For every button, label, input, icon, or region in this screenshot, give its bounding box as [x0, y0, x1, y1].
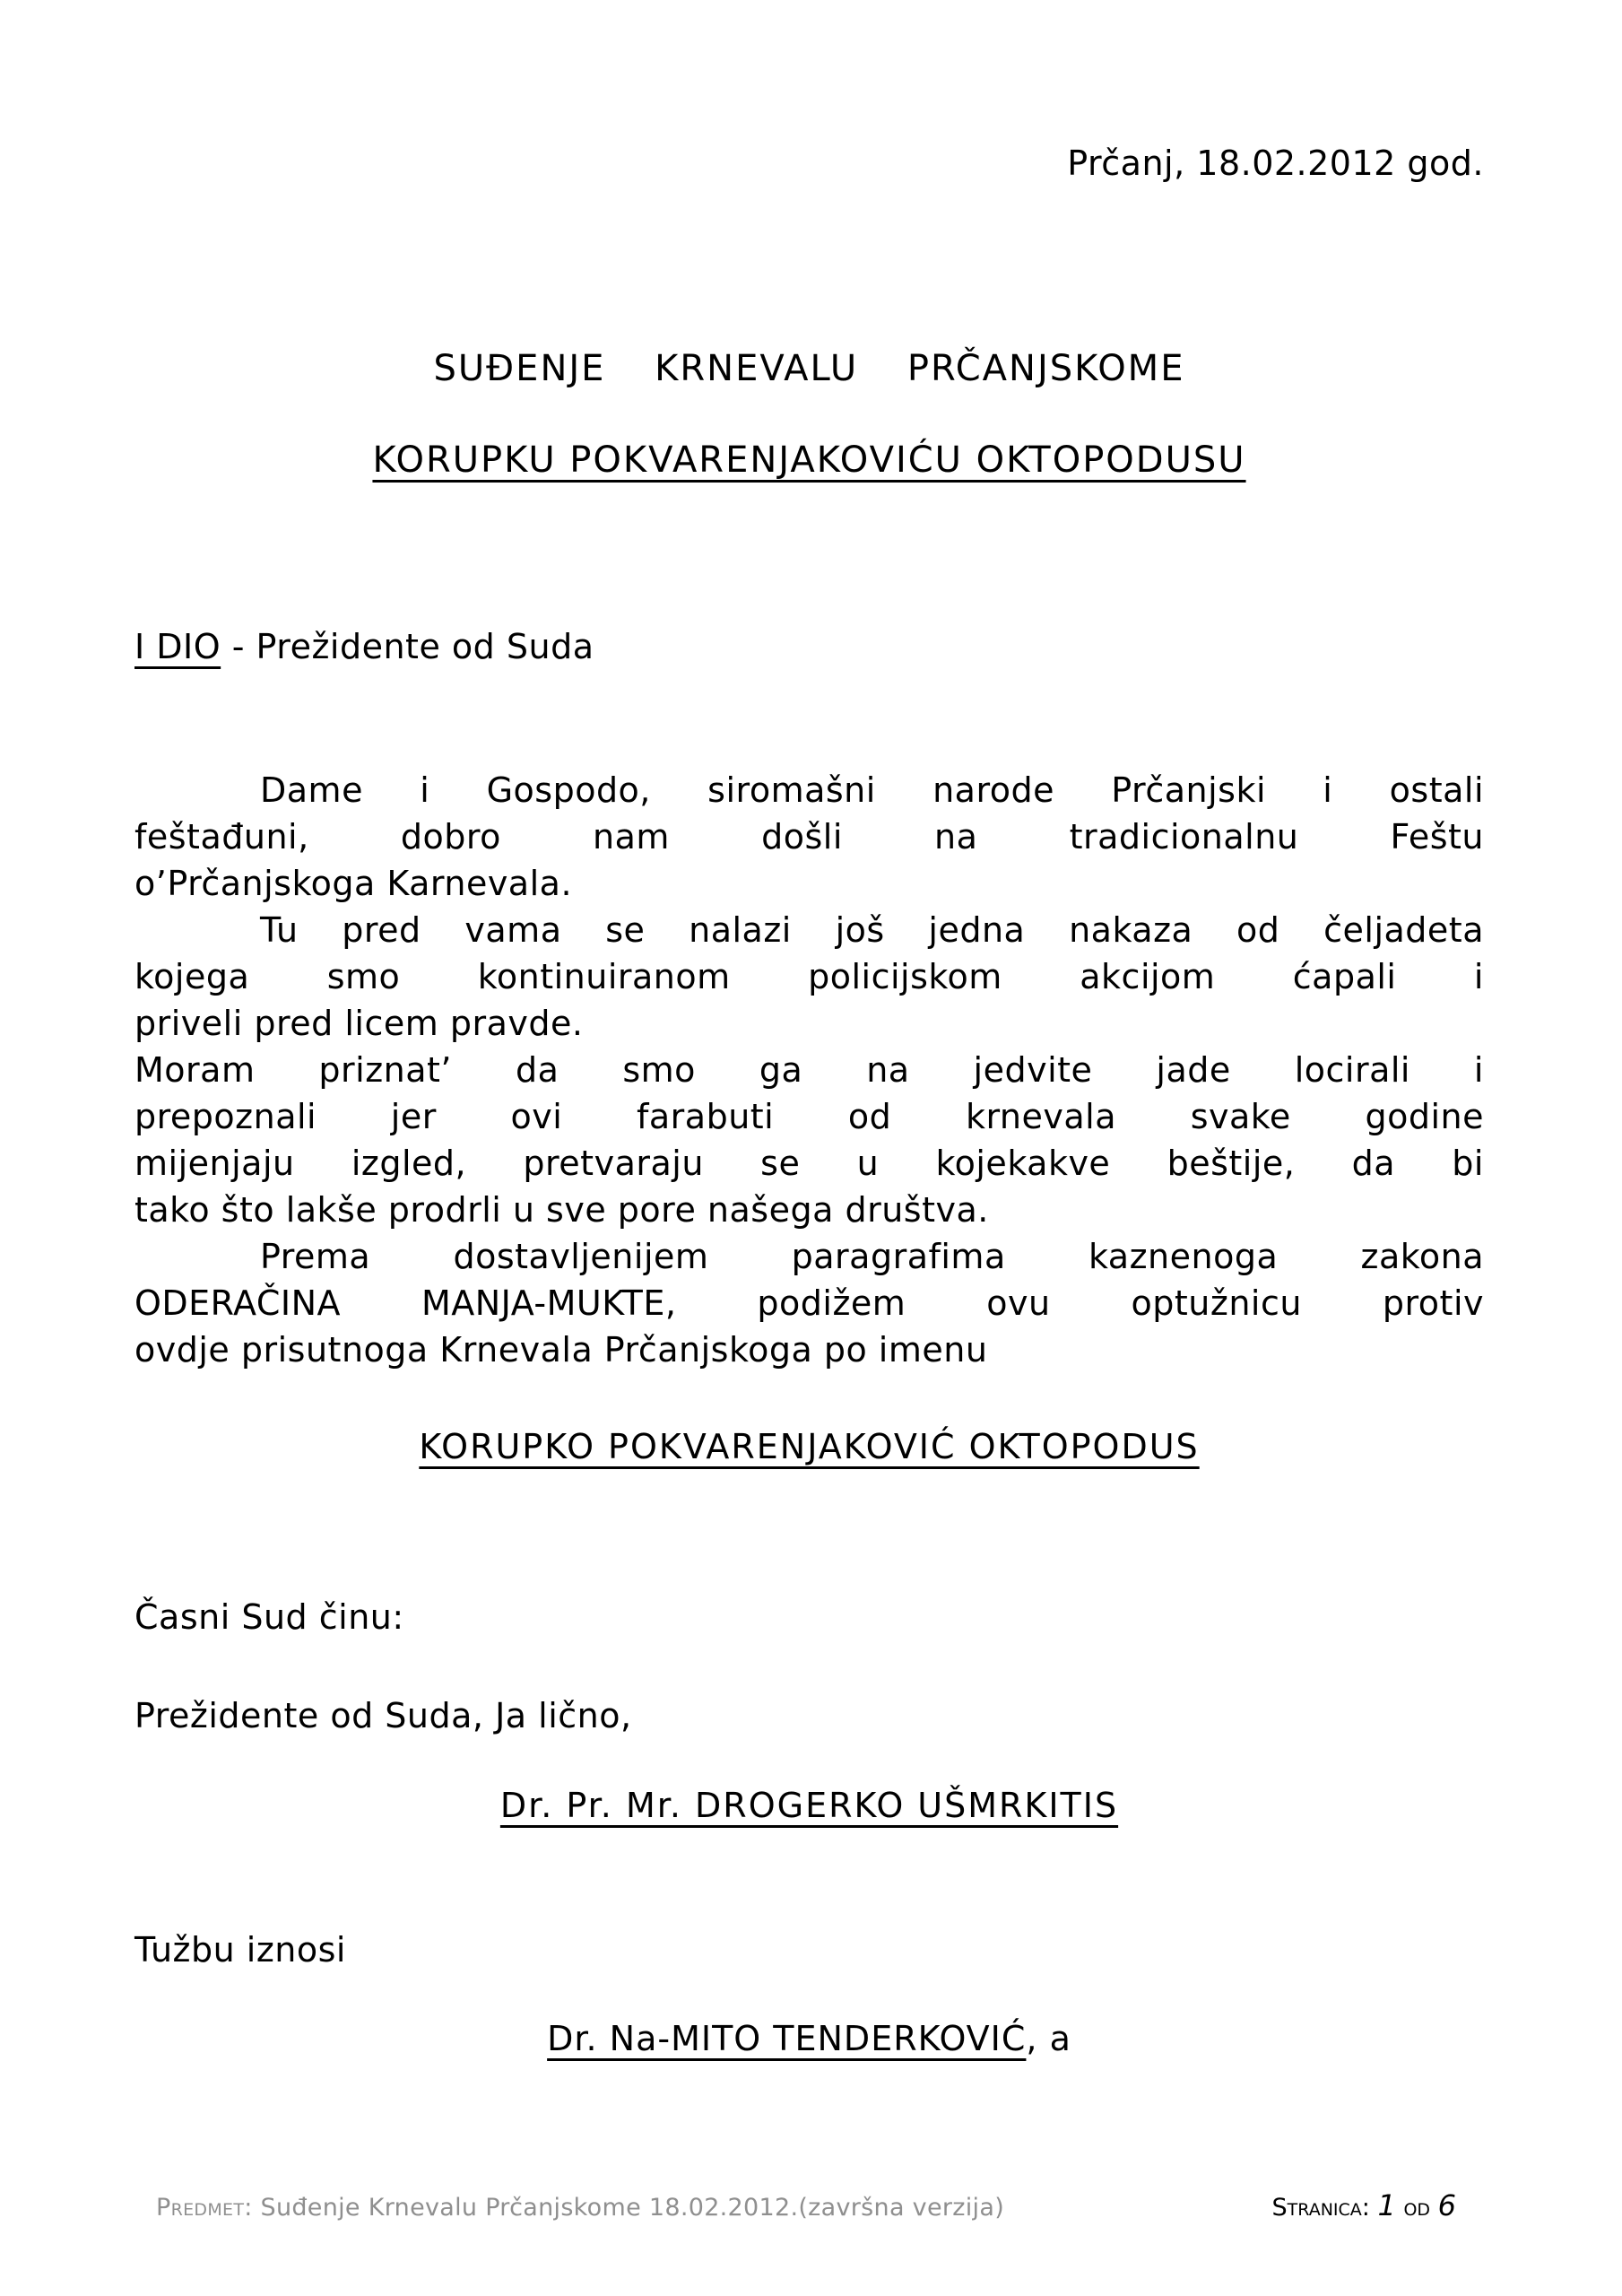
text-line: feštađuni, dobro nam došli na tradicionalnu Feštu — [134, 817, 1484, 857]
president-name — [134, 1782, 1484, 1829]
court-intro: Časni Sud činu: — [134, 1597, 404, 1637]
text-line: ODERAČINA MANJA-MUKTE, podižem ovu optužnicu protiv — [134, 1283, 1484, 1323]
president-name-text: Dr. Pr. Mr. DROGERKO UŠMRKITIS — [499, 1786, 1119, 1825]
sub-title-text: KORUPKU POKVARENJAKOVIĆU OKTOPODUSU — [372, 439, 1246, 481]
footer-page-number — [1272, 2190, 1456, 2223]
text-line: Moram priznat’ da smo ga na jedvite jade locirali i — [134, 1050, 1484, 1090]
document-content — [0, 140, 1622, 2062]
footer-page-total: 6 — [1437, 2188, 1456, 2222]
paragraph-2 — [134, 907, 1484, 1047]
text-line: kojega smo kontinuiranom policijskom akcijom ćapali i — [134, 957, 1484, 996]
accused-name-text: KORUPKO POKVARENJAKOVIĆ OKTOPODUS — [419, 1427, 1200, 1466]
prosecutor-name-text: Dr. Na-MITO TENDERKOVIĆ — [547, 2019, 1027, 2058]
text-line: Prema dostavljenijem paragrafima kaznenoga zakona — [260, 1237, 1484, 1276]
footer-subject-label: Predmet: — [156, 2194, 253, 2222]
prosecutor-line — [134, 2015, 1484, 2062]
text-line: Tu pred vama se nalazi još jedna nakaza od čeljadeta — [260, 910, 1484, 950]
accused-name — [134, 1423, 1484, 1470]
footer-subject — [156, 2193, 1004, 2223]
footer-page-label: Stranica: — [1271, 2194, 1370, 2222]
footer-subject-text: Suđenje Krnevalu Prčanjskome 18.02.2012.(završna verzija) — [260, 2194, 1005, 2222]
part-heading — [134, 623, 1484, 670]
text-line: priveli pred licem pravde. — [134, 1004, 584, 1043]
part-title: - Prežidente od Suda — [231, 627, 594, 666]
text-line: prepoznali jer ovi farabuti od krnevala svake godine — [134, 1097, 1484, 1136]
prosecutor-suffix: , a — [1026, 2019, 1071, 2058]
footer-page-current: 1 — [1377, 2188, 1396, 2222]
date-line: Prčanj, 18.02.2012 god. — [1067, 144, 1484, 183]
part-number: I DIO — [134, 627, 221, 666]
page-footer — [156, 2190, 1456, 2223]
paragraph-3 — [134, 1047, 1484, 1233]
prosecution-intro: Tužbu iznosi — [134, 1930, 346, 1970]
paragraph-1 — [134, 767, 1484, 907]
sub-title — [134, 437, 1484, 483]
footer-page-of: od — [1403, 2194, 1431, 2222]
paragraph-4 — [134, 1233, 1484, 1373]
text-line: ovdje prisutnoga Krnevala Prčanjskoga po imenu — [134, 1330, 988, 1370]
text-line: Dame i Gospodo, siromašni narode Prčanjski i ostali — [260, 770, 1484, 810]
text-line: tako što lakše prodrli u sve pore našega društva. — [134, 1190, 989, 1230]
main-title: SUĐENJE KRNEVALU PRČANJSKOME — [433, 348, 1185, 389]
text-line: mijenjaju izgled, pretvaraju se u kojekakve beštije, da bi — [134, 1144, 1484, 1183]
text-line: o’Prčanjskoga Karnevala. — [134, 864, 573, 903]
president-line: Prežidente od Suda, Ja lično, — [134, 1696, 632, 1735]
body-text — [134, 767, 1484, 1373]
